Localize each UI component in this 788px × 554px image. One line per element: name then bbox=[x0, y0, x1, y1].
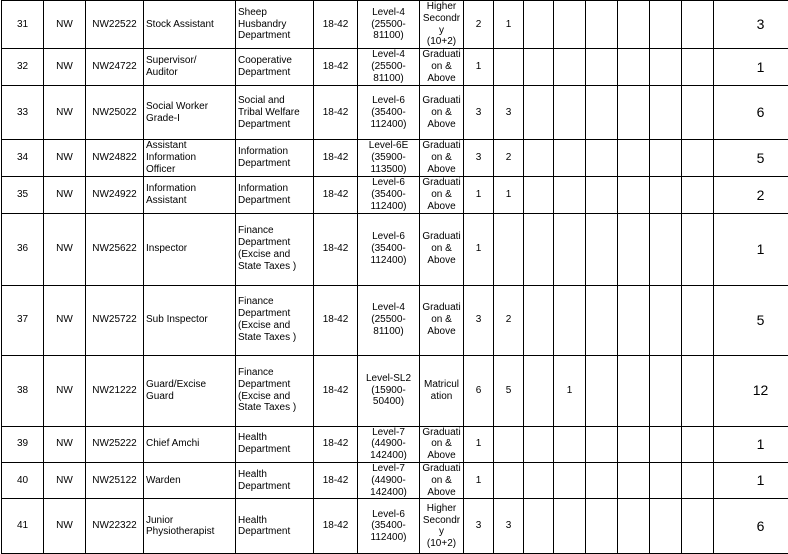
serial-number-cell: 34 bbox=[2, 140, 44, 177]
post-name-cell: Sub Inspector bbox=[144, 285, 236, 355]
category-count-cell bbox=[586, 1, 618, 49]
post-code-cell: NW22322 bbox=[86, 499, 144, 554]
post-name-cell: Guard/Excise Guard bbox=[144, 355, 236, 426]
table-row bbox=[2, 177, 788, 213]
zone-cell: NW bbox=[44, 86, 86, 140]
category-count-cell bbox=[682, 140, 714, 177]
total-vacancies-cell: 3 bbox=[714, 1, 788, 49]
category-count-cell: 1 bbox=[464, 213, 494, 285]
category-count-cell bbox=[524, 49, 554, 86]
total-vacancies-cell: 1 bbox=[714, 49, 788, 86]
category-count-cell: 1 bbox=[464, 426, 494, 462]
post-name-cell: Inspector bbox=[144, 213, 236, 285]
post-name-cell: Chief Amchi bbox=[144, 426, 236, 462]
category-count-cell bbox=[618, 49, 650, 86]
total-vacancies-cell: 1 bbox=[714, 462, 788, 498]
department-cell: Health Department bbox=[236, 426, 314, 462]
post-name-cell: Junior Physiotherapist bbox=[144, 499, 236, 554]
pay-level-cell: Level-4 (25500- 81100) bbox=[358, 49, 420, 86]
age-limit-cell: 18-42 bbox=[314, 499, 358, 554]
serial-number-cell: 36 bbox=[2, 213, 44, 285]
qualification-cell: Graduati on & Above bbox=[420, 426, 464, 462]
category-count-cell bbox=[650, 177, 682, 213]
category-count-cell bbox=[524, 177, 554, 213]
category-count-cell bbox=[586, 499, 618, 554]
qualification-cell: Higher Secondr y (10+2) bbox=[420, 499, 464, 554]
category-count-cell bbox=[494, 213, 524, 285]
category-count-cell bbox=[524, 426, 554, 462]
age-limit-cell: 18-42 bbox=[314, 49, 358, 86]
category-count-cell: 1 bbox=[494, 177, 524, 213]
category-count-cell bbox=[682, 86, 714, 140]
zone-cell: NW bbox=[44, 1, 86, 49]
pay-level-cell: Level-6 (35400- 112400) bbox=[358, 177, 420, 213]
category-count-cell bbox=[682, 499, 714, 554]
category-count-cell bbox=[682, 462, 714, 498]
category-count-cell bbox=[554, 177, 586, 213]
qualification-cell: Matricul ation bbox=[420, 355, 464, 426]
qualification-cell: Graduati on & Above bbox=[420, 49, 464, 86]
zone-cell: NW bbox=[44, 426, 86, 462]
department-cell: Cooperative Department bbox=[236, 49, 314, 86]
department-cell: Finance Department (Excise and State Taxes ) bbox=[236, 213, 314, 285]
pay-level-cell: Level-6 (35400- 112400) bbox=[358, 213, 420, 285]
category-count-cell bbox=[618, 355, 650, 426]
department-cell: Finance Department (Excise and State Taxes ) bbox=[236, 285, 314, 355]
category-count-cell bbox=[618, 285, 650, 355]
age-limit-cell: 18-42 bbox=[314, 140, 358, 177]
category-count-cell: 3 bbox=[464, 285, 494, 355]
category-count-cell bbox=[586, 285, 618, 355]
post-code-cell: NW25622 bbox=[86, 213, 144, 285]
age-limit-cell: 18-42 bbox=[314, 285, 358, 355]
qualification-cell: Graduati on & Above bbox=[420, 140, 464, 177]
post-code-cell: NW24922 bbox=[86, 177, 144, 213]
category-count-cell bbox=[650, 426, 682, 462]
total-vacancies-cell: 1 bbox=[714, 426, 788, 462]
category-count-cell bbox=[618, 462, 650, 498]
zone-cell: NW bbox=[44, 462, 86, 498]
serial-number-cell: 37 bbox=[2, 285, 44, 355]
pay-level-cell: Level-SL2 (15900- 50400) bbox=[358, 355, 420, 426]
category-count-cell bbox=[586, 177, 618, 213]
pay-level-cell: Level-6 (35400- 112400) bbox=[358, 86, 420, 140]
post-name-cell: Assistant Information Officer bbox=[144, 140, 236, 177]
category-count-cell bbox=[524, 1, 554, 49]
category-count-cell: 6 bbox=[464, 355, 494, 426]
category-count-cell bbox=[682, 49, 714, 86]
category-count-cell bbox=[554, 1, 586, 49]
department-cell: Health Department bbox=[236, 499, 314, 554]
department-cell: Sheep Husbandry Department bbox=[236, 1, 314, 49]
category-count-cell: 2 bbox=[494, 140, 524, 177]
category-count-cell: 3 bbox=[464, 140, 494, 177]
category-count-cell bbox=[586, 426, 618, 462]
post-name-cell: Supervisor/ Auditor bbox=[144, 49, 236, 86]
category-count-cell: 1 bbox=[464, 49, 494, 86]
pay-level-cell: Level-4 (25500- 81100) bbox=[358, 1, 420, 49]
post-name-cell: Warden bbox=[144, 462, 236, 498]
post-name-cell: Stock Assistant bbox=[144, 1, 236, 49]
category-count-cell bbox=[682, 213, 714, 285]
vacancy-table bbox=[1, 0, 788, 554]
category-count-cell bbox=[524, 86, 554, 140]
category-count-cell bbox=[682, 426, 714, 462]
category-count-cell bbox=[524, 499, 554, 554]
category-count-cell bbox=[554, 462, 586, 498]
post-code-cell: NW21222 bbox=[86, 355, 144, 426]
category-count-cell bbox=[554, 140, 586, 177]
category-count-cell: 3 bbox=[464, 499, 494, 554]
total-vacancies-cell: 1 bbox=[714, 213, 788, 285]
qualification-cell: Graduati on & Above bbox=[420, 86, 464, 140]
category-count-cell bbox=[494, 462, 524, 498]
table-row bbox=[2, 1, 788, 49]
table-row bbox=[2, 462, 788, 498]
qualification-cell: Graduati on & Above bbox=[420, 213, 464, 285]
department-cell: Information Department bbox=[236, 140, 314, 177]
zone-cell: NW bbox=[44, 213, 86, 285]
qualification-cell: Graduati on & Above bbox=[420, 177, 464, 213]
serial-number-cell: 40 bbox=[2, 462, 44, 498]
category-count-cell bbox=[650, 285, 682, 355]
post-code-cell: NW25722 bbox=[86, 285, 144, 355]
table-row bbox=[2, 499, 788, 554]
qualification-cell: Higher Secondr y (10+2) bbox=[420, 1, 464, 49]
category-count-cell bbox=[618, 499, 650, 554]
post-code-cell: NW25222 bbox=[86, 426, 144, 462]
post-code-cell: NW25122 bbox=[86, 462, 144, 498]
category-count-cell bbox=[586, 355, 618, 426]
category-count-cell bbox=[524, 355, 554, 426]
category-count-cell bbox=[618, 426, 650, 462]
category-count-cell: 3 bbox=[494, 86, 524, 140]
category-count-cell bbox=[554, 213, 586, 285]
department-cell: Health Department bbox=[236, 462, 314, 498]
table-row bbox=[2, 355, 788, 426]
zone-cell: NW bbox=[44, 285, 86, 355]
category-count-cell bbox=[650, 1, 682, 49]
zone-cell: NW bbox=[44, 49, 86, 86]
post-code-cell: NW22522 bbox=[86, 1, 144, 49]
serial-number-cell: 35 bbox=[2, 177, 44, 213]
category-count-cell bbox=[650, 355, 682, 426]
zone-cell: NW bbox=[44, 355, 86, 426]
category-count-cell: 3 bbox=[494, 499, 524, 554]
pay-level-cell: Level-7 (44900- 142400) bbox=[358, 462, 420, 498]
table-row bbox=[2, 140, 788, 177]
serial-number-cell: 33 bbox=[2, 86, 44, 140]
category-count-cell bbox=[650, 140, 682, 177]
total-vacancies-cell: 6 bbox=[714, 499, 788, 554]
category-count-cell bbox=[586, 213, 618, 285]
category-count-cell bbox=[650, 86, 682, 140]
total-vacancies-cell: 12 bbox=[714, 355, 788, 426]
serial-number-cell: 39 bbox=[2, 426, 44, 462]
category-count-cell bbox=[682, 177, 714, 213]
category-count-cell bbox=[524, 462, 554, 498]
category-count-cell bbox=[494, 426, 524, 462]
department-cell: Social and Tribal Welfare Department bbox=[236, 86, 314, 140]
age-limit-cell: 18-42 bbox=[314, 177, 358, 213]
post-code-cell: NW24822 bbox=[86, 140, 144, 177]
serial-number-cell: 31 bbox=[2, 1, 44, 49]
age-limit-cell: 18-42 bbox=[314, 213, 358, 285]
serial-number-cell: 32 bbox=[2, 49, 44, 86]
category-count-cell bbox=[554, 426, 586, 462]
age-limit-cell: 18-42 bbox=[314, 426, 358, 462]
category-count-cell bbox=[554, 49, 586, 86]
category-count-cell bbox=[618, 140, 650, 177]
table-row bbox=[2, 285, 788, 355]
zone-cell: NW bbox=[44, 499, 86, 554]
category-count-cell bbox=[586, 86, 618, 140]
category-count-cell bbox=[618, 86, 650, 140]
department-cell: Finance Department (Excise and State Taxes ) bbox=[236, 355, 314, 426]
post-name-cell: Information Assistant bbox=[144, 177, 236, 213]
category-count-cell bbox=[650, 462, 682, 498]
category-count-cell bbox=[650, 49, 682, 86]
table-row bbox=[2, 213, 788, 285]
qualification-cell: Graduati on & Above bbox=[420, 462, 464, 498]
pay-level-cell: Level-7 (44900- 142400) bbox=[358, 426, 420, 462]
category-count-cell: 1 bbox=[464, 177, 494, 213]
category-count-cell bbox=[586, 140, 618, 177]
category-count-cell bbox=[494, 49, 524, 86]
total-vacancies-cell: 5 bbox=[714, 285, 788, 355]
pay-level-cell: Level-6E (35900- 113500) bbox=[358, 140, 420, 177]
post-code-cell: NW24722 bbox=[86, 49, 144, 86]
pay-level-cell: Level-4 (25500- 81100) bbox=[358, 285, 420, 355]
age-limit-cell: 18-42 bbox=[314, 1, 358, 49]
qualification-cell: Graduati on & Above bbox=[420, 285, 464, 355]
table-row bbox=[2, 426, 788, 462]
category-count-cell: 1 bbox=[494, 1, 524, 49]
category-count-cell bbox=[586, 49, 618, 86]
post-code-cell: NW25022 bbox=[86, 86, 144, 140]
age-limit-cell: 18-42 bbox=[314, 86, 358, 140]
department-cell: Information Department bbox=[236, 177, 314, 213]
category-count-cell bbox=[554, 86, 586, 140]
table-row bbox=[2, 49, 788, 86]
category-count-cell bbox=[554, 499, 586, 554]
category-count-cell bbox=[650, 499, 682, 554]
category-count-cell bbox=[524, 140, 554, 177]
category-count-cell bbox=[682, 355, 714, 426]
category-count-cell: 2 bbox=[494, 285, 524, 355]
total-vacancies-cell: 2 bbox=[714, 177, 788, 213]
category-count-cell bbox=[618, 177, 650, 213]
category-count-cell bbox=[682, 285, 714, 355]
zone-cell: NW bbox=[44, 140, 86, 177]
serial-number-cell: 41 bbox=[2, 499, 44, 554]
category-count-cell: 1 bbox=[464, 462, 494, 498]
category-count-cell: 2 bbox=[464, 1, 494, 49]
table-row bbox=[2, 86, 788, 140]
category-count-cell bbox=[524, 213, 554, 285]
category-count-cell: 1 bbox=[554, 355, 586, 426]
serial-number-cell: 38 bbox=[2, 355, 44, 426]
category-count-cell bbox=[618, 213, 650, 285]
age-limit-cell: 18-42 bbox=[314, 355, 358, 426]
category-count-cell bbox=[650, 213, 682, 285]
category-count-cell: 5 bbox=[494, 355, 524, 426]
age-limit-cell: 18-42 bbox=[314, 462, 358, 498]
category-count-cell bbox=[586, 462, 618, 498]
category-count-cell bbox=[618, 1, 650, 49]
category-count-cell bbox=[554, 285, 586, 355]
post-name-cell: Social Worker Grade-I bbox=[144, 86, 236, 140]
category-count-cell bbox=[682, 1, 714, 49]
pay-level-cell: Level-6 (35400- 112400) bbox=[358, 499, 420, 554]
category-count-cell bbox=[524, 285, 554, 355]
category-count-cell: 3 bbox=[464, 86, 494, 140]
zone-cell: NW bbox=[44, 177, 86, 213]
total-vacancies-cell: 6 bbox=[714, 86, 788, 140]
total-vacancies-cell: 5 bbox=[714, 140, 788, 177]
